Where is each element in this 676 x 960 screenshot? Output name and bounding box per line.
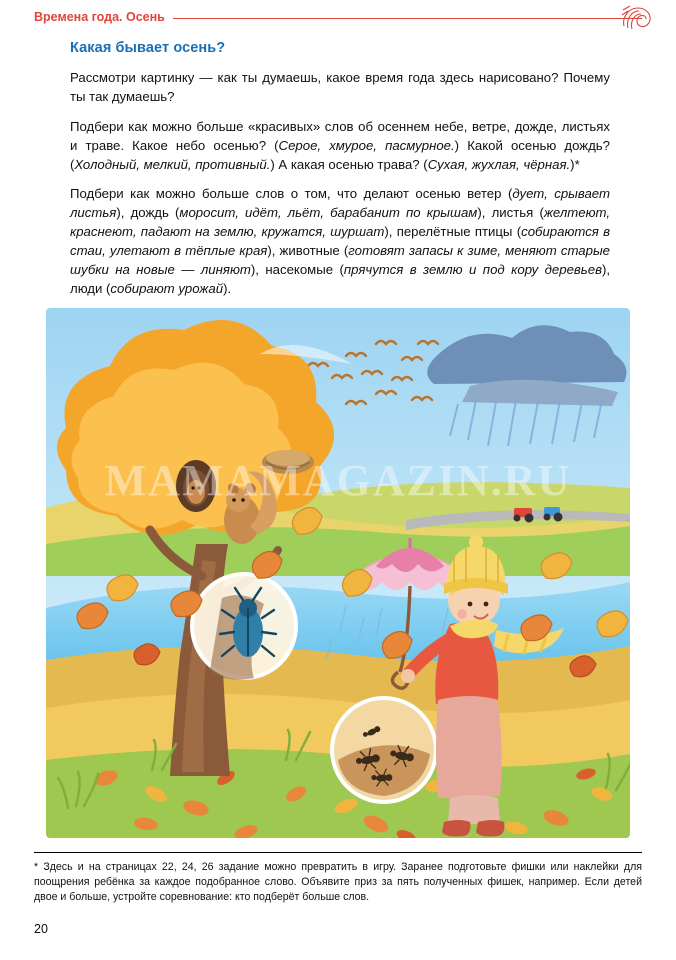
run-text: ) А какая осенью трава? ( <box>270 156 428 172</box>
run-text: Подбери как можно больше слов о том, что делают осенью ветер ( <box>70 186 513 202</box>
page-number: 20 <box>34 922 48 936</box>
run-text-italic: Холодный, мелкий, противный. <box>74 156 271 172</box>
run-text: ), насекомые ( <box>250 261 344 277</box>
run-text-italic: желтеют, краснеют, падают на землю, кружатся, шуршат <box>70 205 610 240</box>
run-text: ), люди ( <box>70 261 611 296</box>
running-head-rule <box>173 18 642 19</box>
run-text: Подбери как можно больше «красивых» слов об осеннем небе, ветре, дожде, листьях и траве. Какое небо осенью? ( <box>70 118 610 153</box>
bird-nest <box>262 450 314 474</box>
illustration <box>46 308 630 838</box>
run-text-italic: готовят запасы к зиме, меняют старые шубки на новые — линяют <box>70 243 610 277</box>
run-text-italic: моросит, идёт, льёт, барабанит по крышам <box>179 205 478 221</box>
run-text-italic: собираются в стаи, улетают в тёплые края <box>70 224 610 258</box>
run-text: )* <box>570 156 580 172</box>
beetle-magnifier <box>192 574 296 680</box>
run-text: ), перелётные птицы ( <box>384 224 522 240</box>
text-content <box>70 40 610 299</box>
run-text: ), листья ( <box>477 205 544 221</box>
ants-magnifier <box>332 698 436 802</box>
running-head <box>34 10 642 24</box>
paragraph-1 <box>70 69 610 107</box>
run-text-italic: Серое, хмурое, пасмурное. <box>278 137 455 153</box>
paragraph-2 <box>70 118 610 175</box>
running-head-text: Времена года. Осень <box>34 10 165 24</box>
run-text-italic: Сухая, жухлая, чёрная. <box>427 156 571 172</box>
run-text-italic: дует, срывает листья <box>70 186 610 221</box>
run-text: ), животные ( <box>267 243 349 258</box>
run-text: Рассмотри картинку — как ты думаешь, какое время года здесь нарисовано? Почему ты так думаешь? <box>70 70 610 104</box>
footnote <box>34 860 642 905</box>
run-text-italic: собирают урожай <box>110 280 224 296</box>
run-text: ). <box>223 280 232 296</box>
decorative-swirl-icon <box>620 4 654 32</box>
paragraph-3 <box>70 185 610 298</box>
footnote-text: Здесь и на страницах 22, 24, 26 задание можно превратить в игру. Заранее подготовьте фишки или наклейки для поощрения ребёнка за каждое подобранное слово. Объявите приз за пять полученных фишек, например. Если детей двое и больше, устройте соревнование: кто подберёт больше слов. <box>34 861 642 904</box>
page-title: Какая бывает осень? <box>70 40 226 56</box>
watermark-text: MAMAMAGAZIN.RU <box>104 455 572 505</box>
run-text: ) Какой осенью дождь? ( <box>70 137 610 172</box>
run-text-italic: прячутся в землю и под кору деревьев <box>343 261 602 277</box>
squirrel-in-hollow <box>176 460 216 512</box>
footnote-divider <box>34 852 642 853</box>
run-text: ), дождь ( <box>116 205 180 221</box>
footnote-marker: * <box>34 861 39 873</box>
